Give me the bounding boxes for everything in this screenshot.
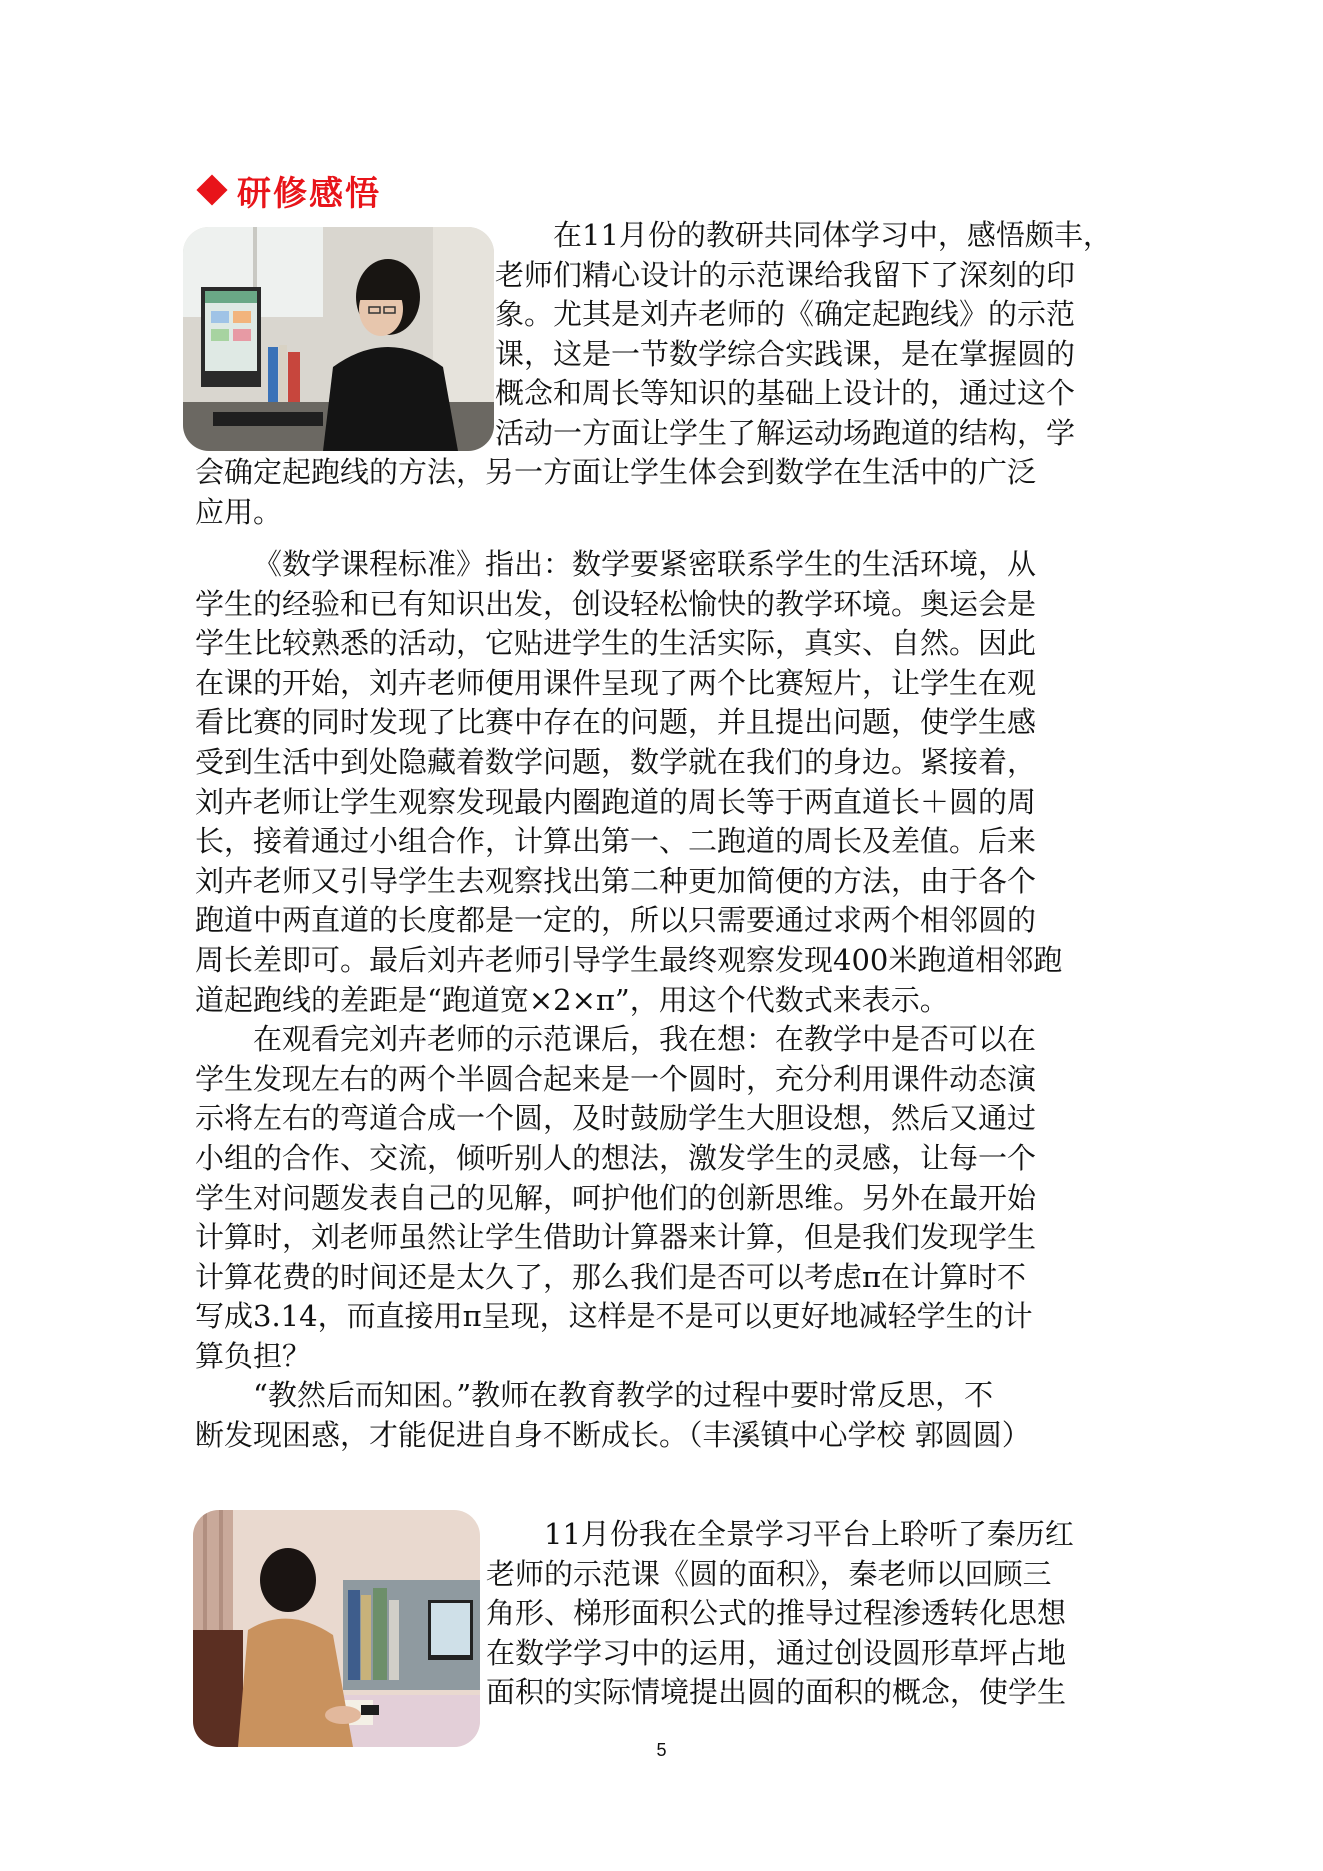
text-line: 在数学学习中的运用，通过创设圆形草坪占地: [486, 1635, 1067, 1670]
teacher-computer-photo: [183, 227, 494, 451]
section-heading-text: 研修感悟: [237, 173, 381, 214]
text-line: 长，接着通过小组合作，计算出第一、二跑道的周长及差值。后来: [195, 824, 1037, 859]
text-line: 应用。: [195, 494, 283, 529]
text-line: 写成3.14，而直接用π呈现，这样是不是可以更好地减轻学生的计: [195, 1299, 1033, 1334]
text-line: 概念和周长等知识的基础上设计的，通过这个: [495, 376, 1076, 411]
section-heading: [195, 168, 381, 212]
text-line: 计算花费的时间还是太久了，那么我们是否可以考虑π在计算时不: [195, 1259, 1027, 1294]
text-line: 周长差即可。最后刘卉老师引导学生最终观察发现400米跑道相邻跑: [195, 942, 1063, 977]
page-number: 5: [656, 1740, 667, 1760]
second-reflection-paragraph: [486, 1515, 1126, 1713]
text-line: “教然后而知困。”教师在教育教学的过程中要时常反思，不: [253, 1378, 994, 1413]
text-line: 学生比较熟悉的活动，它贴进学生的生活实际，真实、自然。因此: [195, 626, 1037, 661]
paragraph-reflection: [195, 1020, 1135, 1376]
text-line: 老师的示范课《圆的面积》，秦老师以回顾三: [486, 1556, 1052, 1591]
text-line: 刘卉老师又引导学生去观察找出第二种更加简便的方法，由于各个: [195, 863, 1037, 898]
text-line: 11月份我在全景学习平台上聆听了秦历红: [544, 1517, 1074, 1551]
text-line: 学生的经验和已有知识出发，创设轻松愉快的教学环境。奥运会是: [195, 586, 1037, 621]
text-line: 角形、梯形面积公式的推导过程渗透转化思想: [486, 1596, 1067, 1631]
text-line: 《数学课程标准》指出：数学要紧密联系学生的生活环境，从: [253, 547, 1037, 581]
text-line: 在观看完刘卉老师的示范课后，我在想：在教学中是否可以在: [253, 1022, 1037, 1057]
text-line: 活动一方面让学生了解运动场跑道的结构，学: [495, 415, 1076, 450]
intro-paragraph-continued: [195, 453, 1135, 532]
diamond-bullet-icon: [196, 174, 227, 205]
main-body-text: [195, 545, 1135, 1456]
text-line: 道起跑线的差距是“跑道宽×2×π”，用这个代数式来表示。: [195, 982, 949, 1017]
text-line: 跑道中两直道的长度都是一定的，所以只需要通过求两个相邻圆的: [195, 903, 1037, 938]
text-line: 面积的实际情境提出圆的面积的概念，使学生: [486, 1675, 1067, 1710]
paragraph-conclusion: [195, 1376, 1135, 1455]
text-line: 老师们精心设计的示范课给我留下了深刻的印: [495, 257, 1076, 292]
paragraph-curriculum-standard: [195, 545, 1135, 1020]
text-line: 小组的合作、交流，倾听别人的想法，激发学生的灵感，让每一个: [195, 1140, 1037, 1175]
text-line: 受到生活中到处隐藏着数学问题，数学就在我们的身边。紧接着，: [195, 744, 1037, 779]
text-line: 刘卉老师让学生观察发现最内圈跑道的周长等于两直道长＋圆的周: [195, 784, 1037, 819]
text-line: 学生对问题发表自己的见解，呵护他们的创新思维。另外在最开始: [195, 1180, 1037, 1215]
text-line: 在11月份的教研共同体学习中，感悟颇丰，: [553, 218, 1112, 252]
text-line: 断发现困惑，才能促进自身不断成长。（丰溪镇中心学校 郭圆圆）: [195, 1418, 1031, 1453]
text-line: 会确定起跑线的方法，另一方面让学生体会到数学在生活中的广泛: [195, 455, 1037, 489]
text-line: 看比赛的同时发现了比赛中存在的问题，并且提出问题，使学生感: [195, 705, 1037, 740]
teacher-reading-photo: [193, 1510, 480, 1747]
text-line: 计算时，刘老师虽然让学生借助计算器来计算，但是我们发现学生: [195, 1220, 1037, 1255]
intro-paragraph-beside-photo: [495, 216, 1135, 454]
text-line: 学生发现左右的两个半圆合起来是一个圆时，充分利用课件动态演: [195, 1061, 1037, 1096]
text-line: 算负担？: [195, 1338, 312, 1373]
text-line: 在课的开始，刘卉老师便用课件呈现了两个比赛短片，让学生在观: [195, 665, 1037, 700]
text-line: 象。尤其是刘卉老师的《确定起跑线》的示范: [495, 297, 1076, 332]
text-line: 示将左右的弯道合成一个圆，及时鼓励学生大胆设想，然后又通过: [195, 1101, 1037, 1136]
text-line: 课，这是一节数学综合实践课，是在掌握圆的: [495, 336, 1076, 371]
